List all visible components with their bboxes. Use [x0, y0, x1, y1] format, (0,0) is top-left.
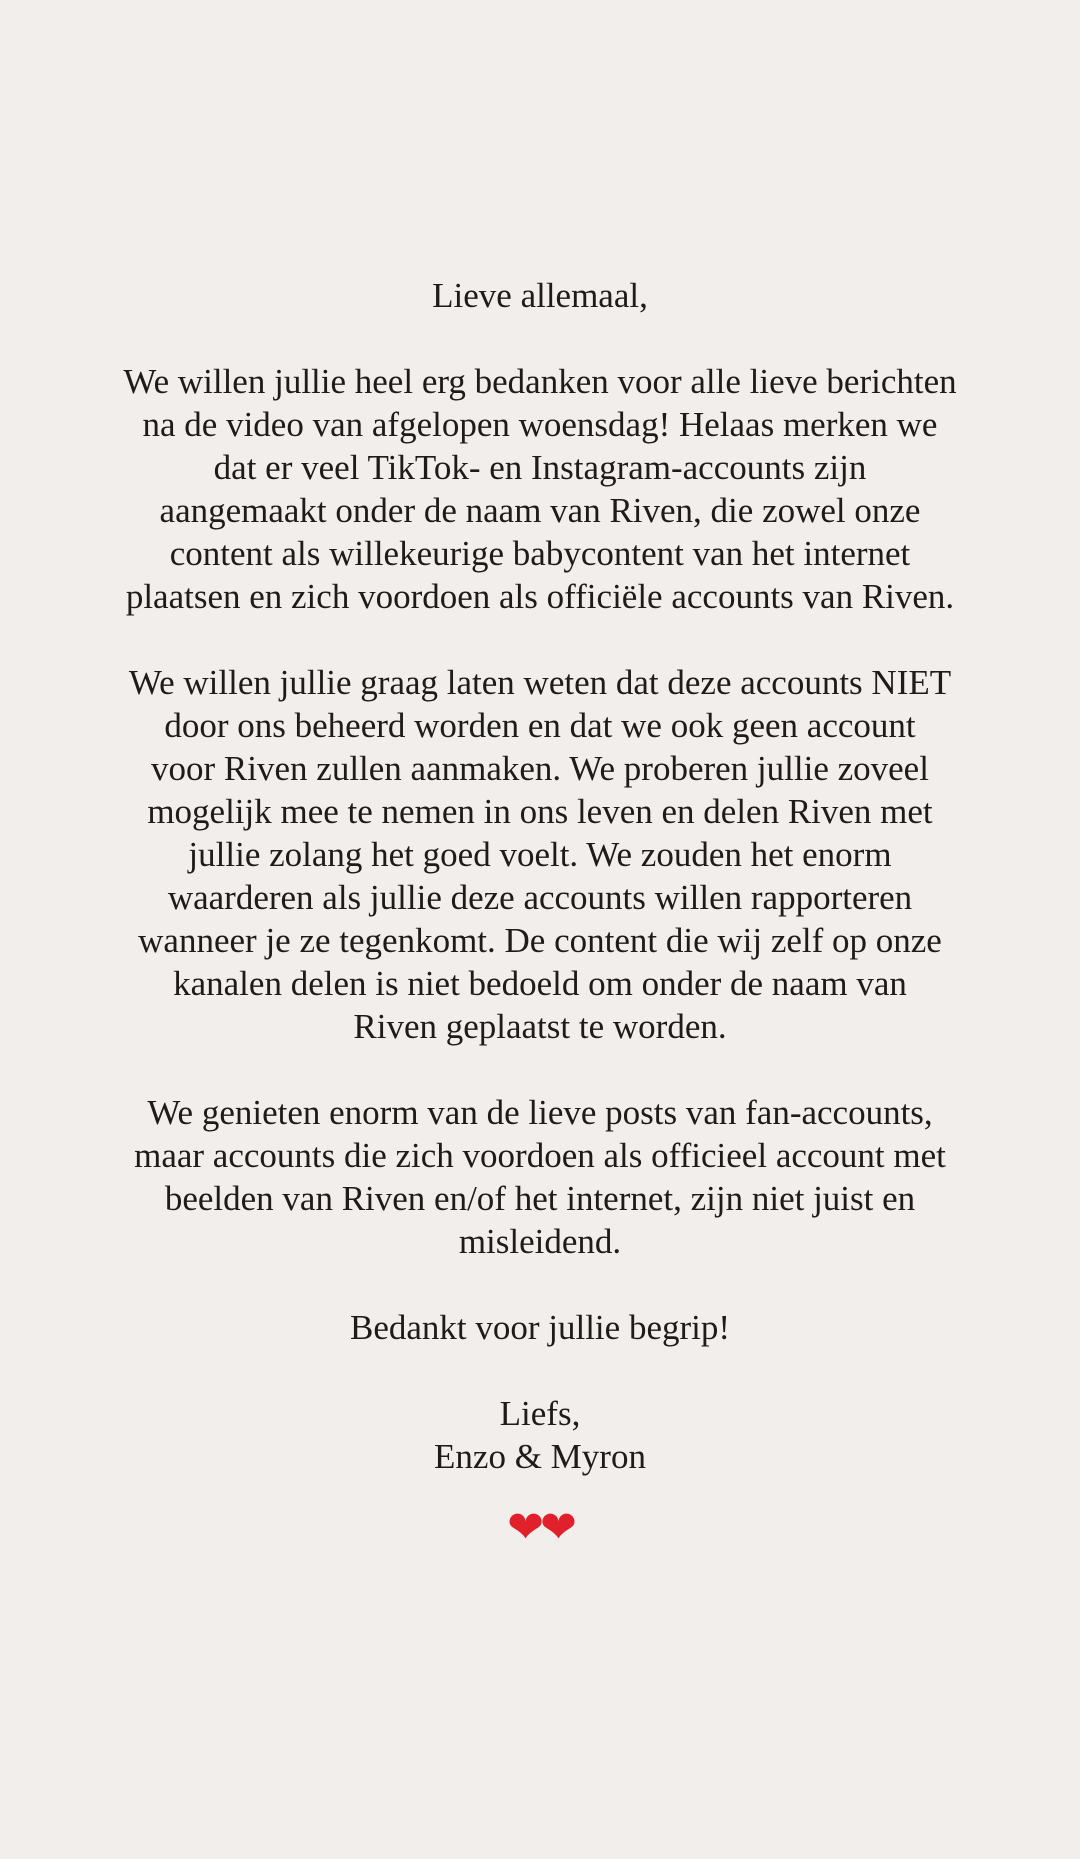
text-line: mogelijk mee te nemen in ons leven en delen Riven met	[147, 792, 933, 831]
text-line: wanneer je ze tegenkomt. De content die wij zelf op onze	[138, 921, 942, 960]
text-line: maar accounts die zich voordoen als officieel account met	[134, 1136, 946, 1175]
signature-line: Enzo & Myron	[434, 1437, 646, 1476]
text-line: plaatsen en zich voordoen als officiële accounts van Riven.	[125, 577, 955, 616]
greeting	[60, 274, 1020, 317]
text-line: jullie zolang het goed voelt. We zouden het enorm	[188, 835, 892, 874]
closing-line: Liefs,	[499, 1394, 581, 1433]
paragraph-not-managed	[60, 661, 1020, 1048]
text-line: Riven geplaatst te worden.	[353, 1007, 727, 1046]
thanks-line: Bedankt voor jullie begrip!	[349, 1308, 731, 1347]
paragraph-spacer	[60, 317, 1020, 360]
text-line: We willen jullie heel erg bedanken voor alle lieve berichten	[123, 362, 957, 401]
text-line: kanalen delen is niet bedoeld om onder de naam van	[173, 964, 907, 1003]
paragraph-spacer	[60, 1349, 1020, 1392]
hearts-emoji: ❤❤	[507, 1502, 573, 1553]
text-line: aangemaakt onder de naam van Riven, die zowel onze	[159, 491, 921, 530]
paragraph-spacer	[60, 1263, 1020, 1306]
text-line: waarderen als jullie deze accounts willen rapporteren	[167, 878, 913, 917]
text-line: beelden van Riven en/of het internet, zijn niet juist en	[164, 1179, 916, 1218]
text-line: door ons beheerd worden en dat we ook geen account	[164, 706, 916, 745]
text-line: We willen jullie graag laten weten dat deze accounts NIET	[128, 663, 952, 702]
text-line: voor Riven zullen aanmaken. We proberen jullie zoveel	[151, 749, 929, 788]
text-line: We genieten enorm van de lieve posts van fan-accounts,	[147, 1093, 933, 1132]
text-line: dat er veel TikTok- en Instagram-accounts zijn	[213, 448, 867, 487]
text-line: content als willekeurige babycontent van het internet	[169, 534, 911, 573]
sign-off	[60, 1392, 1020, 1478]
greeting-line: Lieve allemaal,	[432, 276, 648, 315]
paragraph-spacer	[60, 1048, 1020, 1091]
paragraph-fan-accounts	[60, 1091, 1020, 1263]
text-line: misleidend.	[458, 1222, 622, 1261]
paragraph-spacer	[60, 618, 1020, 661]
letter-body	[60, 274, 1020, 1556]
text-line: na de video van afgelopen woensdag! Helaas merken we	[142, 405, 938, 444]
paragraph-thanks-and-accounts	[60, 360, 1020, 618]
thanks	[60, 1306, 1020, 1349]
